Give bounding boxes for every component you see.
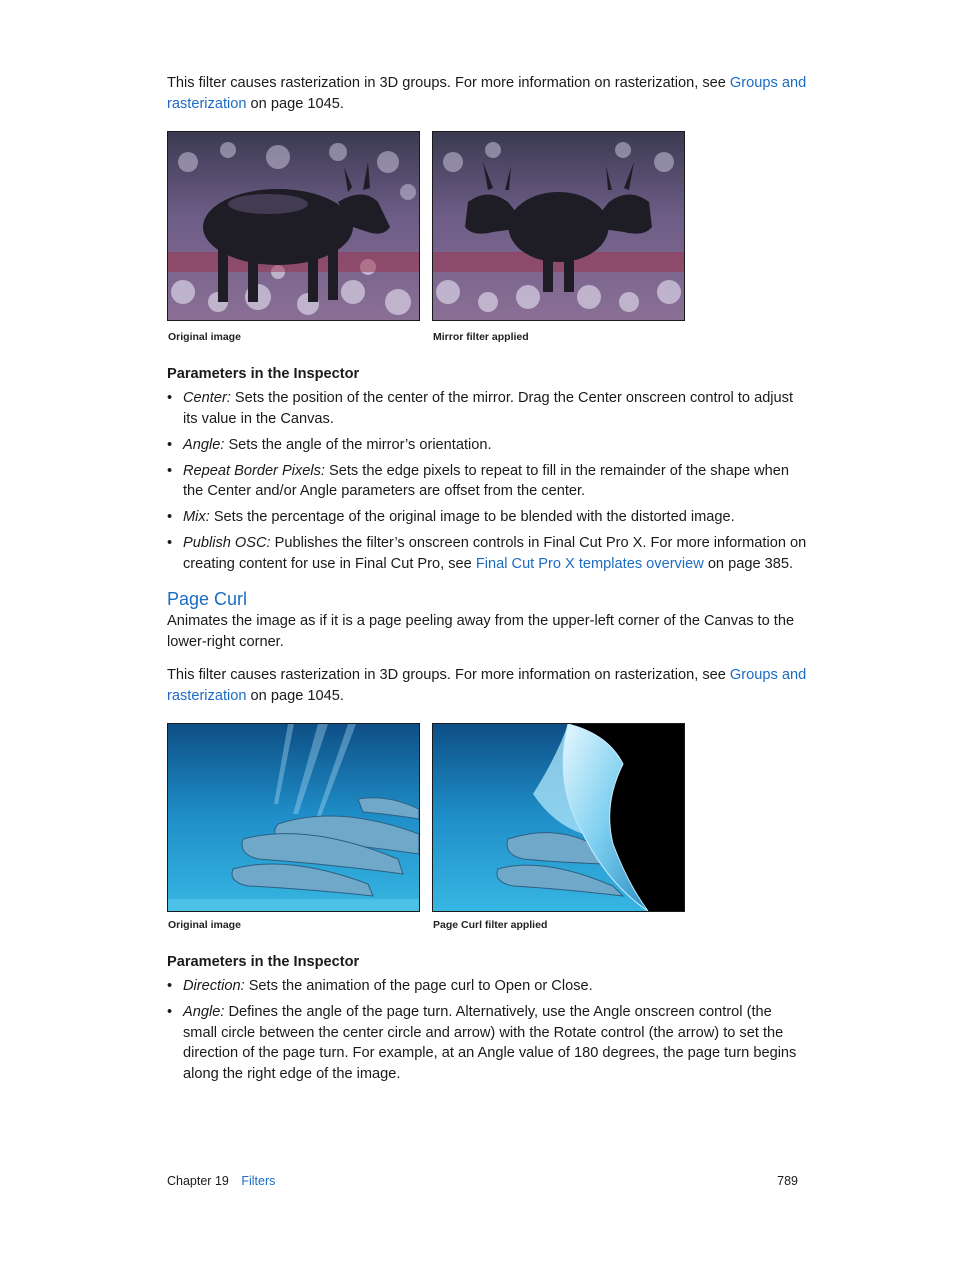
page-curl-description: Animates the image as if it is a page peeling away from the upper-left corner of the Canvas to the lower-right corner. xyxy=(167,613,795,650)
list-item: • Direction: Sets the animation of the page curl to Open or Close. xyxy=(167,978,593,994)
list-item: • Center: Sets the position of the center of the mirror. Drag the Center onscreen control to adjust its value in the Canvas. xyxy=(167,390,794,427)
footer-chapter: Chapter 19 Filters xyxy=(167,1174,276,1188)
moose-original-image xyxy=(167,131,420,321)
footer-filters-link[interactable]: Filters xyxy=(241,1174,276,1188)
mirror-params-heading: Parameters in the Inspector xyxy=(167,366,360,382)
dolphin-page-curl-image xyxy=(432,723,685,912)
groups-rasterization-link-2[interactable]: Groups and rasterization xyxy=(167,667,807,704)
page-curl-params-heading: Parameters in the Inspector xyxy=(167,954,360,970)
page-curl-heading: Page Curl xyxy=(167,589,248,609)
page-number: 789 xyxy=(777,1174,798,1188)
page-curl-raster-note: This filter causes rasterization in 3D groups. For more information on rasterization, see Groups and rasterization on page 1045. xyxy=(167,667,807,704)
list-item: • Publish OSC: Publishes the filter’s onscreen controls in Final Cut Pro X. For more information on creating content for use in Final Cut Pro, see Final Cut Pro X templates overview on page 385. xyxy=(167,535,807,572)
dolphin-original-image xyxy=(167,723,420,912)
page-curl-params-list xyxy=(167,976,807,1090)
list-item: • Repeat Border Pixels: Sets the edge pixels to repeat to fill in the remainder of the shape when the Center and/or Angle parameters are offset from the center. xyxy=(167,462,790,499)
figure-caption-original-2: Original image xyxy=(168,919,241,931)
groups-rasterization-link[interactable]: Groups and rasterization xyxy=(167,75,807,112)
list-item: • Angle: Sets the angle of the mirror’s orientation. xyxy=(167,436,492,453)
moose-mirror-image xyxy=(432,131,685,321)
fcp-templates-link[interactable]: Final Cut Pro X templates overview xyxy=(475,555,704,572)
figure-caption-page-curl: Page Curl filter applied xyxy=(433,919,548,931)
figure-caption-mirror: Mirror filter applied xyxy=(433,331,529,343)
mirror-params-list xyxy=(167,388,807,580)
list-item: • Mix: Sets the percentage of the original image to be blended with the distorted image. xyxy=(167,509,735,525)
list-item: • Angle: Defines the angle of the page turn. Alternatively, use the Angle onscreen control (the small circle between the center circle and arrow) with the Rotate control (the arrow) to set the direction of the page turn. For example, at an Angle value of 180 degrees, the page turn begins along the right edge of the image. xyxy=(167,1004,797,1082)
figure-caption-original: Original image xyxy=(168,331,241,343)
mirror-raster-note: This filter causes rasterization in 3D groups. For more information on rasterization, see Groups and rasterization on page 1045. xyxy=(167,75,807,112)
